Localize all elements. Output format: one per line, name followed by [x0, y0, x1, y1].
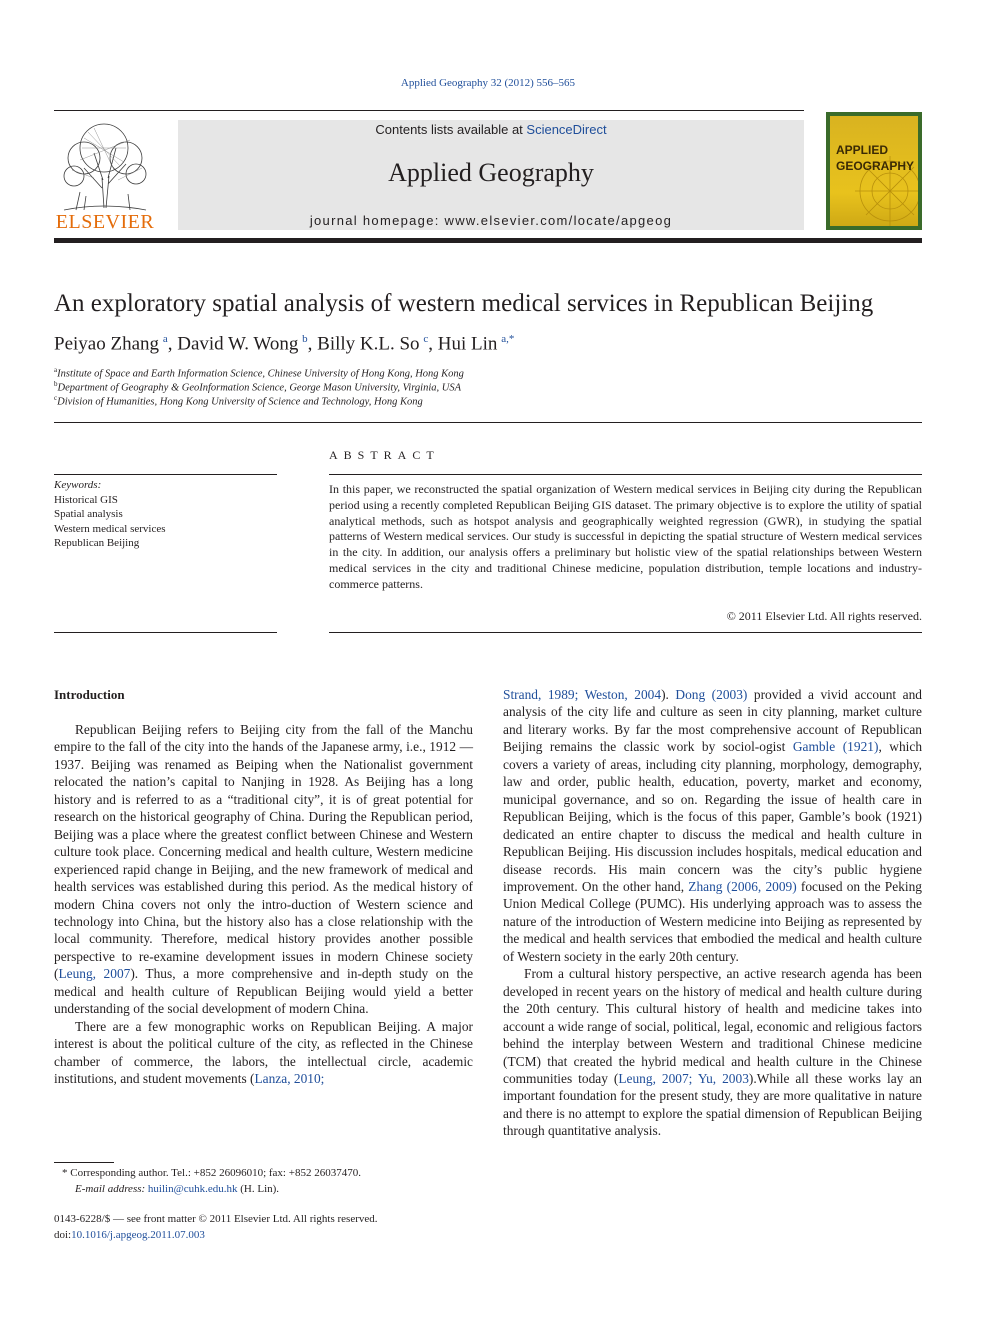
- abstract-copyright: © 2011 Elsevier Ltd. All rights reserved.: [726, 609, 922, 623]
- sciencedirect-link[interactable]: ScienceDirect: [526, 122, 607, 137]
- paragraph: [503, 686, 922, 965]
- article-title: An exploratory spatial analysis of western medical services in Republican Beijing: [54, 290, 874, 317]
- author-separator: ,: [167, 333, 178, 355]
- abstract-top-rule: [329, 474, 922, 475]
- paragraph-text: ). Thus, a more comprehensive and in-depth study on the medical and health culture of Republican Beijing would yield a better understanding of the social development of modern China.: [54, 966, 474, 1017]
- journal-homepage: [178, 213, 804, 228]
- contents-prefix: Contents lists available at: [375, 122, 527, 137]
- paragraph-text: From a cultural history perspective, an active research agenda has been developed in recent years on the history of medical and health culture during the 20th century. This cultural history of health and medicine takes into account a wide range of social, political, legal, economic and religious factors behind the interplay between Western and traditional Chinese medicine (TCM) that created the hybrid medical and health culture in the Chinese communities today (: [503, 966, 922, 1086]
- affiliation: [54, 366, 464, 380]
- paragraph-text: There are a few monographic works on Republican Beijing. A major interest is about the political culture of the city, as reflected in the Chinese chamber of commerce, the labors, the intellectual circle, academic institutions, and student movements (: [54, 1018, 473, 1087]
- paragraph: [54, 1018, 473, 1088]
- issn-line: 0143-6228/$ — see front matter © 2011 Elsevier Ltd. All rights reserved.: [54, 1213, 378, 1225]
- author-affil-link[interactable]: b: [302, 333, 308, 345]
- paragraph-text: provided a vivid account and analysis of the city life and culture as seen in city planning, market culture and literary works. By far the most comprehensive account of Republican Beijing remains the classic work by sociol-ogist: [503, 687, 923, 755]
- footnote-rule: [54, 1162, 114, 1163]
- affiliation: [54, 394, 423, 408]
- homepage-url[interactable]: www.elsevier.com/locate/apgeog: [444, 213, 673, 228]
- paragraph: [503, 965, 922, 1140]
- affiliation-marker: b: [54, 380, 58, 388]
- author-name[interactable]: Billy K.L. So: [317, 333, 420, 355]
- body-column-left: [54, 721, 473, 1088]
- doi-line: [54, 1228, 378, 1244]
- author-affil-link[interactable]: a,*: [501, 333, 515, 345]
- abstract-bottom-rule: [329, 632, 922, 633]
- footnote: [54, 1166, 361, 1197]
- cover-panel: [830, 116, 918, 226]
- email-label: E-mail address:: [75, 1182, 148, 1195]
- keyword-item: Republican Beijing: [54, 536, 140, 549]
- keywords-top-rule: [54, 474, 277, 475]
- reference-link[interactable]: Strand, 1989; Weston, 2004: [503, 687, 662, 702]
- keyword-item: Western medical services: [54, 522, 166, 535]
- abstract-text: In this paper, we reconstructed the spatial organization of Western medical services in Beijing city during the Republican period using a recently completed Republican Beijing GIS dataset. The primary objective is to explore the utility of spatial analytical methods, such as hotspot analysis and geographically weighted regression (GWR), in studying the spatial patterns of Western medical services. Our study is successful in depicting the spatial structure of Western medical services in the city. In addition, our analysis offers a preliminary but holistic view of the spatial relationships between Western medical services in the city and traditional Chinese medicine, population distribution, temple locations and industry-commerce patterns.: [329, 482, 922, 591]
- citation-link[interactable]: Applied Geography 32 (2012) 556–565: [400, 77, 576, 89]
- affiliation-text: Division of Humanities, Hong Kong University of Science and Technology, Hong Kong: [57, 396, 423, 408]
- header-rule: [54, 110, 804, 111]
- cover-title-line2: GEOGRAPHY: [836, 159, 915, 173]
- paragraph-text: ).While all these works lay an important foundation for the present study, they are more qualitative in nature and there is no attempt to explore the spatial dimension of Republican Beijing through quantitative analysis.: [503, 1070, 922, 1139]
- bottom-matter: [54, 1212, 378, 1243]
- author-name[interactable]: Hui Lin: [437, 333, 498, 355]
- reference-link[interactable]: Gamble (1921): [792, 739, 879, 755]
- affiliation: [54, 380, 461, 394]
- author-separator: ,: [307, 333, 318, 355]
- homepage-prefix: journal homepage:: [309, 213, 445, 228]
- paragraph-text: Republican Beijing refers to Beijing city from the fall of the Manchu empire to the fall of the city into the hands of the Japanese army, i.e., 1912 —1937. Beijing was renamed as Beiping when the Nationalist government relocated the nation’s capital to Nanjing in 1928. As Beijing has a long history and is referred to as a “traditional city”, it is of great potential for research on the historical geography of China. During the Republican period, Beijing was a place where the greatest conflict between Chinese and Western culture took place. Concerning medical and health culture, Western medicine experienced rapid change in Beijing, and the new framework of medical and health services was established during this period. As the medical history of modern China covers not only the intro-duction of Western science and technology into China, but the history also has a close relationship with the local community. Therefore, medical history provides another possible perspective to re-examine development issues in modern Chinese society (: [54, 722, 473, 982]
- reference-link[interactable]: Leung, 2007: [58, 966, 131, 982]
- reference-link[interactable]: Leung, 2007; Yu, 2003: [618, 1070, 749, 1086]
- doi-link[interactable]: 10.1016/j.apgeog.2011.07.003: [71, 1228, 205, 1241]
- keywords-list: [54, 493, 166, 550]
- journal-cover-image[interactable]: [826, 112, 922, 230]
- paragraph: [54, 721, 473, 1018]
- keyword-item: Historical GIS: [54, 494, 118, 506]
- cover-title-line1: APPLIED: [836, 143, 889, 157]
- contents-available: [178, 122, 804, 137]
- journal-title: Applied Geography: [388, 158, 594, 187]
- keywords-bottom-rule: [54, 632, 277, 633]
- corresponding-author-note: * Corresponding author. Tel.: +852 26096010; fax: +852 26037470.: [62, 1167, 361, 1179]
- journal-citation[interactable]: [0, 77, 976, 89]
- section-rule: [54, 422, 922, 423]
- author-name[interactable]: Peiyao Zhang: [54, 333, 160, 355]
- author-affil-link[interactable]: c: [423, 333, 429, 345]
- author-name[interactable]: David W. Wong: [177, 333, 299, 355]
- keyword-item: Spatial analysis: [54, 508, 123, 521]
- paragraph-text: , which covers a variety of areas, including city planning, morphology, demography, law and order, public health, education, poverty, market and economy, municipal governance, and so on. Regarding the issue of health care in Republican Beijing, which is the focus of this paper, Gamble’s book (1921) dedicated an entire chapter to discuss the medical and health culture in Republican Beijing. His discussion includes hospitals, medical education and disease records. His main concern was the city’s public hygiene improvement. On the other hand,: [503, 739, 923, 894]
- header-thick-rule: [54, 238, 922, 243]
- cover-title: [836, 142, 914, 174]
- elsevier-wordmark: ELSEVIER: [55, 211, 155, 233]
- email-line: [54, 1182, 361, 1198]
- affiliation-marker: c: [54, 394, 58, 402]
- paragraph-text: ).: [661, 687, 676, 702]
- affiliation-text: Department of Geography & GeoInformation Science, George Mason University, Virginia, USA: [57, 382, 461, 394]
- reference-link[interactable]: Lanza, 2010;: [254, 1071, 325, 1087]
- keywords-heading: Keywords:: [54, 479, 102, 491]
- email-suffix: (H. Lin).: [237, 1182, 280, 1195]
- author-separator: ,: [428, 333, 438, 355]
- email-link[interactable]: huilin@cuhk.edu.hk: [147, 1182, 238, 1195]
- reference-link[interactable]: Zhang (2006, 2009): [688, 878, 797, 894]
- affiliation-marker: a: [54, 366, 58, 374]
- section-heading-introduction: Introduction: [54, 687, 125, 702]
- paragraph-text: focused on the Peking Union Medical College (PUMC). His underlying approach was to assess the nature of the introduction of Western medicine into Beijing as represented by the medical and health services that embodied the medical and health culture of Western society in the early 20th century.: [503, 878, 923, 964]
- doi-prefix: doi:: [54, 1228, 72, 1241]
- author-list: [54, 333, 514, 355]
- abstract-heading: ABSTRACT: [329, 448, 440, 462]
- affiliation-text: Institute of Space and Earth Information Science, Chinese University of Hong Kong, Hong Kong: [57, 368, 464, 380]
- author-affil-link[interactable]: a: [162, 333, 168, 345]
- reference-link[interactable]: Dong (2003): [675, 687, 748, 702]
- body-column-right: [503, 686, 922, 1140]
